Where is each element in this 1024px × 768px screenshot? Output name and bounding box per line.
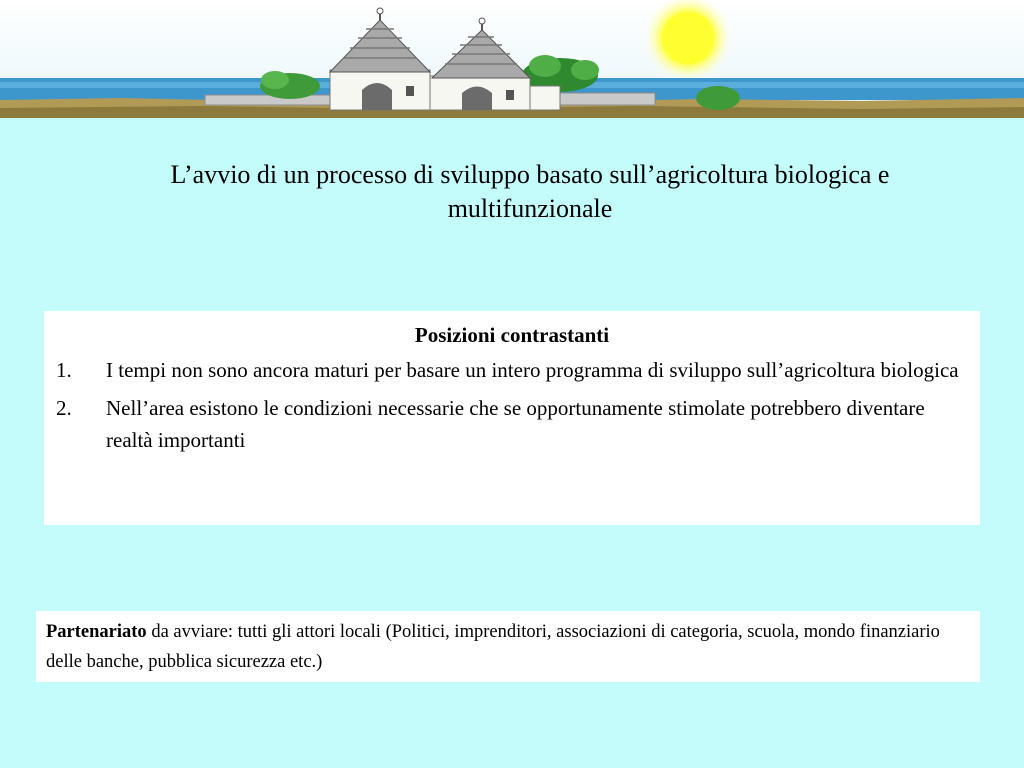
positions-box (44, 311, 980, 525)
list-item (44, 392, 980, 456)
positions-heading: Posizioni contrastanti (414, 323, 610, 347)
header-banner (0, 0, 1024, 118)
list-item (44, 354, 980, 386)
list-item-text: I tempi non sono ancora maturi per basare un intero programma di sviluppo sull’agricoltura biologica (106, 358, 959, 382)
partnership-label: Partenariato (46, 622, 147, 642)
trulli-landscape-image (0, 0, 1024, 118)
list-item-number: 2. (56, 396, 72, 420)
positions-list (44, 354, 980, 456)
partnership-text: da avviare: tutti gli attori locali (Politici, imprenditori, associazioni di categoria, scuola, mondo finanziario delle banche, pubblica sicurezza etc.) (46, 622, 940, 672)
slide-title: L’avvio di un processo di sviluppo basato sull’agricoltura biologica e multifunzionale (170, 160, 890, 223)
list-item-number: 1. (56, 358, 72, 382)
partnership-box (36, 611, 980, 682)
list-item-text: Nell’area esistono le condizioni necessarie che se opportunamente stimolate potrebbero diventare realtà importanti (106, 396, 925, 452)
